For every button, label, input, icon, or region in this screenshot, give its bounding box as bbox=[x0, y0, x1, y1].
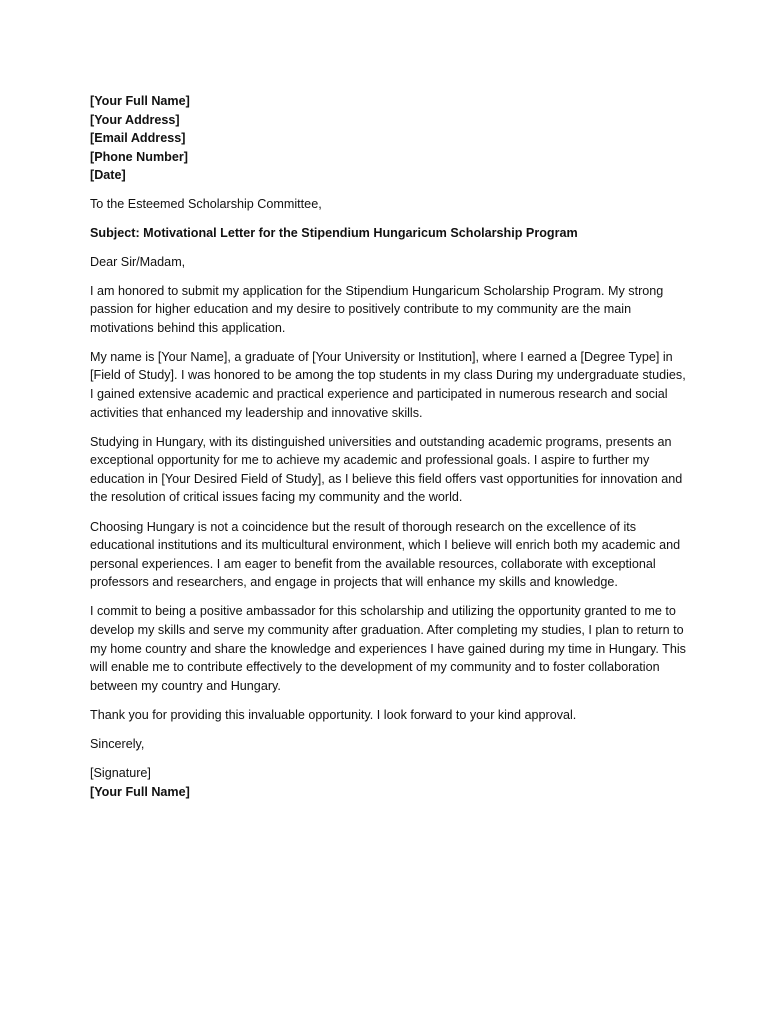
closing-full-name: [Your Full Name] bbox=[90, 784, 190, 799]
body-paragraph-2: My name is [Your Name], a graduate of [Your University or Institution], where I earned a [Degree Type] in [Field of Study]. I was honored to be among the top students in my class During my undergraduate studies, I gained extensive academic and practical experience and participated in numerous research and social activities that enhanced my leadership and innovative skills. bbox=[90, 349, 686, 420]
body-paragraph-6: Thank you for providing this invaluable opportunity. I look forward to your kind approval. bbox=[90, 707, 577, 722]
letter-page bbox=[90, 92, 690, 801]
sender-phone: [Phone Number] bbox=[90, 149, 188, 164]
body-paragraph-1: I am honored to submit my application for the Stipendium Hungaricum Scholarship Program. My strong passion for higher education and my desire to positively contribute to my community are the main motivations behind this application. bbox=[90, 283, 664, 335]
sender-block bbox=[90, 92, 690, 185]
subject-line: Subject: Motivational Letter for the Stipendium Hungaricum Scholarship Program bbox=[90, 225, 578, 240]
sender-full-name: [Your Full Name] bbox=[90, 94, 190, 108]
sender-address: [Your Address] bbox=[90, 112, 180, 127]
signature: [Signature] bbox=[90, 766, 151, 781]
body-paragraph-4: Choosing Hungary is not a coincidence but the result of thorough research on the excellence of its educational institutions and its multicultural environment, which I believe will enrich both my academic and personal experiences. I am eager to benefit from the available resources, collaborate with exceptional professors and researchers, and engage in projects that will enhance my skills and knowledge. bbox=[90, 519, 681, 590]
body-paragraph-3: Studying in Hungary, with its distinguished universities and outstanding academic programs, presents an exceptional opportunity for me to achieve my academic and professional goals. I aspire to further my education in [Your Desired Field of Study], as I believe this field offers vast opportunities for innovation and the resolution of critical issues facing my community and the world. bbox=[90, 434, 683, 505]
sender-date: [Date] bbox=[90, 168, 126, 183]
salutation: Dear Sir/Madam, bbox=[90, 254, 186, 269]
closing: Sincerely, bbox=[90, 736, 145, 751]
recipient-line: To the Esteemed Scholarship Committee, bbox=[90, 197, 322, 212]
body-paragraph-5: I commit to being a positive ambassador for this scholarship and utilizing the opportunity granted to me to develop my skills and serve my community after graduation. After completing my studies, I plan to return to my home country and share the knowledge and experiences I have gained during my time in Hungary. This will enable me to contribute effectively to the development of my community and to foster collaboration between my country and Hungary. bbox=[90, 604, 686, 693]
sender-email: [Email Address] bbox=[90, 131, 186, 146]
